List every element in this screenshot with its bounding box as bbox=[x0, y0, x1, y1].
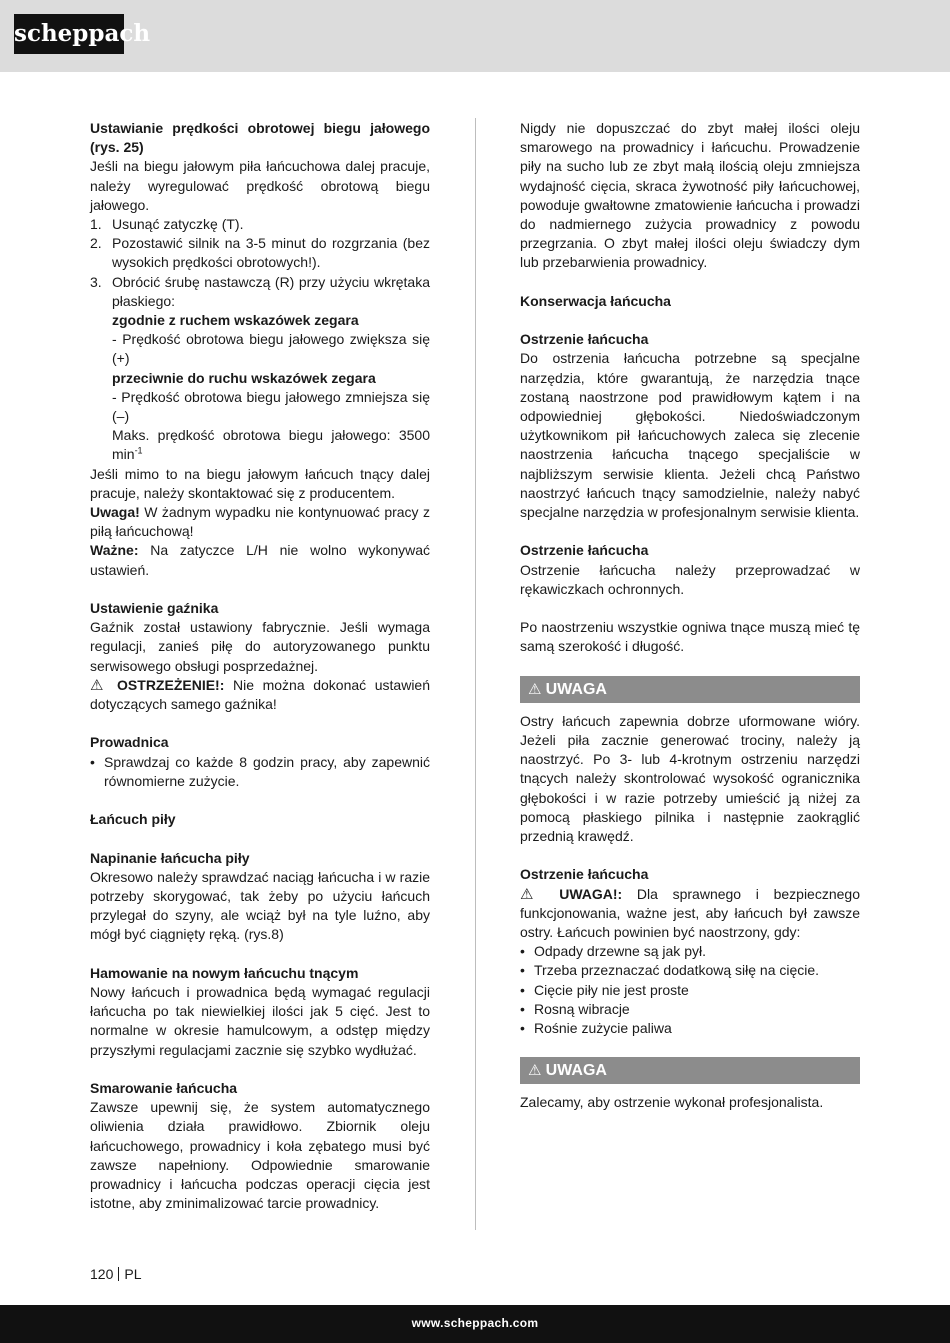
idle-speed-intro: Jeśli na biegu jałowym piła łańcuchowa dalej pracuje, należy wyregulować prędkość obrotową biegu jałowego. bbox=[90, 158, 430, 213]
guide-bar-text: Sprawdzaj co każde 8 godzin pracy, aby zapewnić równomierne zużycie. bbox=[104, 753, 430, 789]
bullet-icon: • bbox=[520, 981, 525, 998]
step-item bbox=[90, 215, 430, 234]
step-number: 1. bbox=[90, 216, 102, 233]
language-code: PL bbox=[124, 1266, 142, 1282]
step-text: Pozostawić silnik na 3-5 minut do rozgrzania (bez wysokich prędkości obrotowych!). bbox=[112, 235, 430, 271]
warning-triangle-icon: ⚠ bbox=[520, 885, 560, 903]
contact-text: Jeśli mimo to na biegu jałowym łańcuch tnący dalej pracuje, należy skontaktować się z producentem. bbox=[90, 465, 430, 501]
list-item bbox=[520, 1000, 860, 1019]
step-text: Obrócić śrubę nastawczą (R) przy użyciu wkrętaka płaskiego: bbox=[112, 273, 430, 309]
bullet-icon: • bbox=[520, 962, 525, 979]
idle-speed-heading: Ustawianie prędkości obrotowej biegu jałowego (rys. 25) bbox=[90, 120, 430, 156]
list-item bbox=[520, 961, 860, 980]
saw-chain-heading: Łańcuch piły bbox=[90, 811, 176, 828]
carburetor-text: Gaźnik został ustawiony fabrycznie. Jeśli wymaga regulacji, zanieś piłę do autoryzowanego punktu serwisowego obsługi posprzedażnej. bbox=[90, 619, 430, 674]
sharpening-heading: Ostrzenie łańcucha bbox=[520, 542, 649, 559]
step-number: 3. bbox=[90, 273, 102, 290]
sharpening-warning-text: Dla sprawnego i bezpiecznego funkcjonowania, ważne jest, aby łańcuch był zawsze ostry. Łańcuch powinien być naostrzony, gdy: bbox=[520, 885, 860, 941]
break-in-heading: Hamowanie na nowym łańcuchu tnącym bbox=[90, 964, 359, 981]
max-speed-exponent: -1 bbox=[134, 445, 143, 456]
page-separator bbox=[118, 1267, 119, 1281]
max-speed-text: Maks. prędkość obrotowa biegu jałowego: 3500 min bbox=[112, 427, 430, 463]
clockwise-text: - Prędkość obrotowa biegu jałowego zwiększa się (+) bbox=[112, 331, 430, 367]
bullet-icon: • bbox=[520, 943, 525, 960]
left-column bbox=[90, 119, 430, 1213]
list-item bbox=[520, 1019, 860, 1038]
bullet-icon: • bbox=[90, 753, 95, 770]
note bbox=[90, 503, 430, 541]
carburetor-heading: Ustawienie gaźnika bbox=[90, 600, 219, 617]
step-item bbox=[90, 234, 430, 272]
carburetor-warning-label: OSTRZEŻENIE!: bbox=[117, 676, 225, 693]
warning-triangle-icon: ⚠ bbox=[90, 676, 118, 694]
step-number: 2. bbox=[90, 235, 102, 252]
scheppach-logo: scheppach bbox=[14, 14, 124, 54]
counter-clockwise-text: - Prędkość obrotowa biegu jałowego zmniejsza się (–) bbox=[112, 388, 430, 425]
sharpening-text: Do ostrzenia łańcucha potrzebne są specjalne narzędzia, które gwarantują, że narzędzia tnące zostaną naostrzone pod prawidłowym kątem i na odpowiedniej głębokości. Niedoświadczonym użytkownikom pił łańcuchowych zaleca się zlecenie naostrzenia łańcucha tnącego specjaliście w najbliższym serwisie klienta. Jeżeli chcą Państwo naostrzyć łańcuch tnący samodzielnie, należy nabyć specjalne narzędzia w profesjonalnym serwisie klienta. bbox=[520, 350, 860, 521]
guide-bar-heading: Prowadnica bbox=[90, 734, 169, 751]
list-item bbox=[90, 753, 430, 791]
page-number bbox=[90, 1265, 141, 1283]
list-item-text: Odpady drzewne są jak pył. bbox=[534, 943, 706, 960]
clockwise-label: zgodnie z ruchem wskazówek zegara bbox=[112, 312, 359, 329]
step-item bbox=[90, 273, 430, 311]
warning-banner-label: UWAGA bbox=[545, 1062, 607, 1080]
tension-heading: Napinanie łańcucha piły bbox=[90, 849, 250, 866]
sharpening-warning bbox=[520, 885, 860, 943]
counter-clockwise-label: przeciwnie do ruchu wskazówek zegara bbox=[112, 369, 376, 386]
sharpening-warning-label: UWAGA!: bbox=[559, 885, 623, 902]
break-in-text: Nowy łańcuch i prowadnica będą wymagać regulacji łańcucha po tak niewielkiej ilości jak 5 cięć. Jest to normalne w okresie hamulcowym, a odstęp między przyszłymi regulacjami zacznie się szybko wydłużać. bbox=[90, 984, 430, 1058]
important-label: Ważne: bbox=[90, 542, 139, 559]
sharpening-heading: Ostrzenie łańcucha bbox=[520, 331, 649, 348]
chain-maintenance-heading: Konserwacja łańcucha bbox=[520, 292, 671, 309]
lubrication-heading: Smarowanie łańcucha bbox=[90, 1080, 238, 1097]
max-speed bbox=[90, 426, 430, 464]
step-text: Usunąć zatyczkę (T). bbox=[112, 216, 244, 233]
header-bar bbox=[0, 0, 950, 72]
oil-text: Nigdy nie dopuszczać do zbyt małej ilości oleju smarowego na prowadnicy i łańcuchu. Prowadzenie piły na sucho lub ze zbyt małą ilością oleju zmniejsza wydajność cięcia, skraca żywotność piły łańcuchowej, powoduje gwałtowne zmatowienie łańcucha i prowadzi do nadmiernego zużycia prowadnicy z powodu przegrzania. O zbyt małej ilości oleju świadczy dym lub przebarwienia prowadnicy. bbox=[520, 120, 860, 271]
column-divider bbox=[475, 118, 476, 1230]
list-item bbox=[520, 981, 860, 1000]
lubrication-text: Zawsze upewnij się, że system automatycznego oliwienia działa prawidłowo. Zbiornik oleju łańcuchowego, prowadnicy i koła zębatego musi być zawsze napełniony. Odpowiednie smarowanie prowadnicy i łańcucha podczas operacji cięcia jest istotne, aby zminimalizować tarcie prowadnicy. bbox=[90, 1099, 430, 1212]
warning-banner-label: UWAGA bbox=[545, 680, 607, 698]
right-column bbox=[520, 119, 860, 1113]
note-text: W żadnym wypadku nie kontynuować pracy z piłą łańcuchową! bbox=[90, 504, 430, 540]
bullet-icon: • bbox=[520, 1020, 525, 1037]
tension-text: Okresowo należy sprawdzać naciąg łańcucha i w razie potrzeby skorygować, tak żeby po użyciu łańcuch przylegał do szyny, ale wciąż był na tyle luźno, aby mógł być ciągnięty ręką. (rys.8) bbox=[90, 868, 430, 943]
important-note bbox=[90, 541, 430, 579]
recommendation-text: Zalecamy, aby ostrzenie wykonał profesjonalista. bbox=[520, 1094, 824, 1111]
important-text: Na zatyczce L/H nie wolno wykonywać ustawień. bbox=[90, 542, 430, 578]
list-item-text: Trzeba przeznaczać dodatkową siłę na cięcie. bbox=[534, 962, 820, 979]
warning-banner bbox=[520, 1057, 860, 1084]
website-url: www.scheppach.com bbox=[411, 1316, 539, 1330]
carburetor-warning bbox=[90, 676, 430, 714]
list-item-text: Rośnie zużycie paliwa bbox=[534, 1020, 672, 1037]
list-item bbox=[520, 942, 860, 961]
page-number-value: 120 bbox=[90, 1266, 114, 1282]
sharpening-gloves-text: Ostrzenie łańcucha należy przeprowadzać w rękawiczkach ochronnych. bbox=[520, 561, 860, 597]
warning-text: Ostry łańcuch zapewnia dobrze uformowane wióry. Jeżeli piła zacznie generować trociny, należy ją naostrzyć. Po 3- lub 4-krotnym ostrzeniu narzędzi tnących należy skontrolować wysokość ogranicznika głębokości i w razie potrzeby umieścić ją niżej za pomocą płaskiego pilnika i następnie zaokrąglić przednią krawędź. bbox=[520, 712, 860, 845]
list-item-text: Cięcie piły nie jest proste bbox=[534, 981, 689, 998]
warning-triangle-icon: ⚠ bbox=[528, 680, 546, 698]
warning-triangle-icon: ⚠ bbox=[528, 1062, 546, 1080]
bullet-icon: • bbox=[520, 1000, 525, 1017]
list-item-text: Rosną wibracje bbox=[534, 1000, 630, 1017]
carburetor-warning-text: Nie można dokonać ustawień dotyczących samego gaźnika! bbox=[90, 676, 430, 713]
warning-banner bbox=[520, 676, 860, 703]
note-label: Uwaga! bbox=[90, 504, 140, 521]
sharpening-after-text: Po naostrzeniu wszystkie ogniwa tnące muszą mieć tę samą szerokość i długość. bbox=[520, 619, 860, 655]
sharpening-heading: Ostrzenie łańcucha bbox=[520, 866, 649, 883]
footer-bar bbox=[0, 1305, 950, 1343]
